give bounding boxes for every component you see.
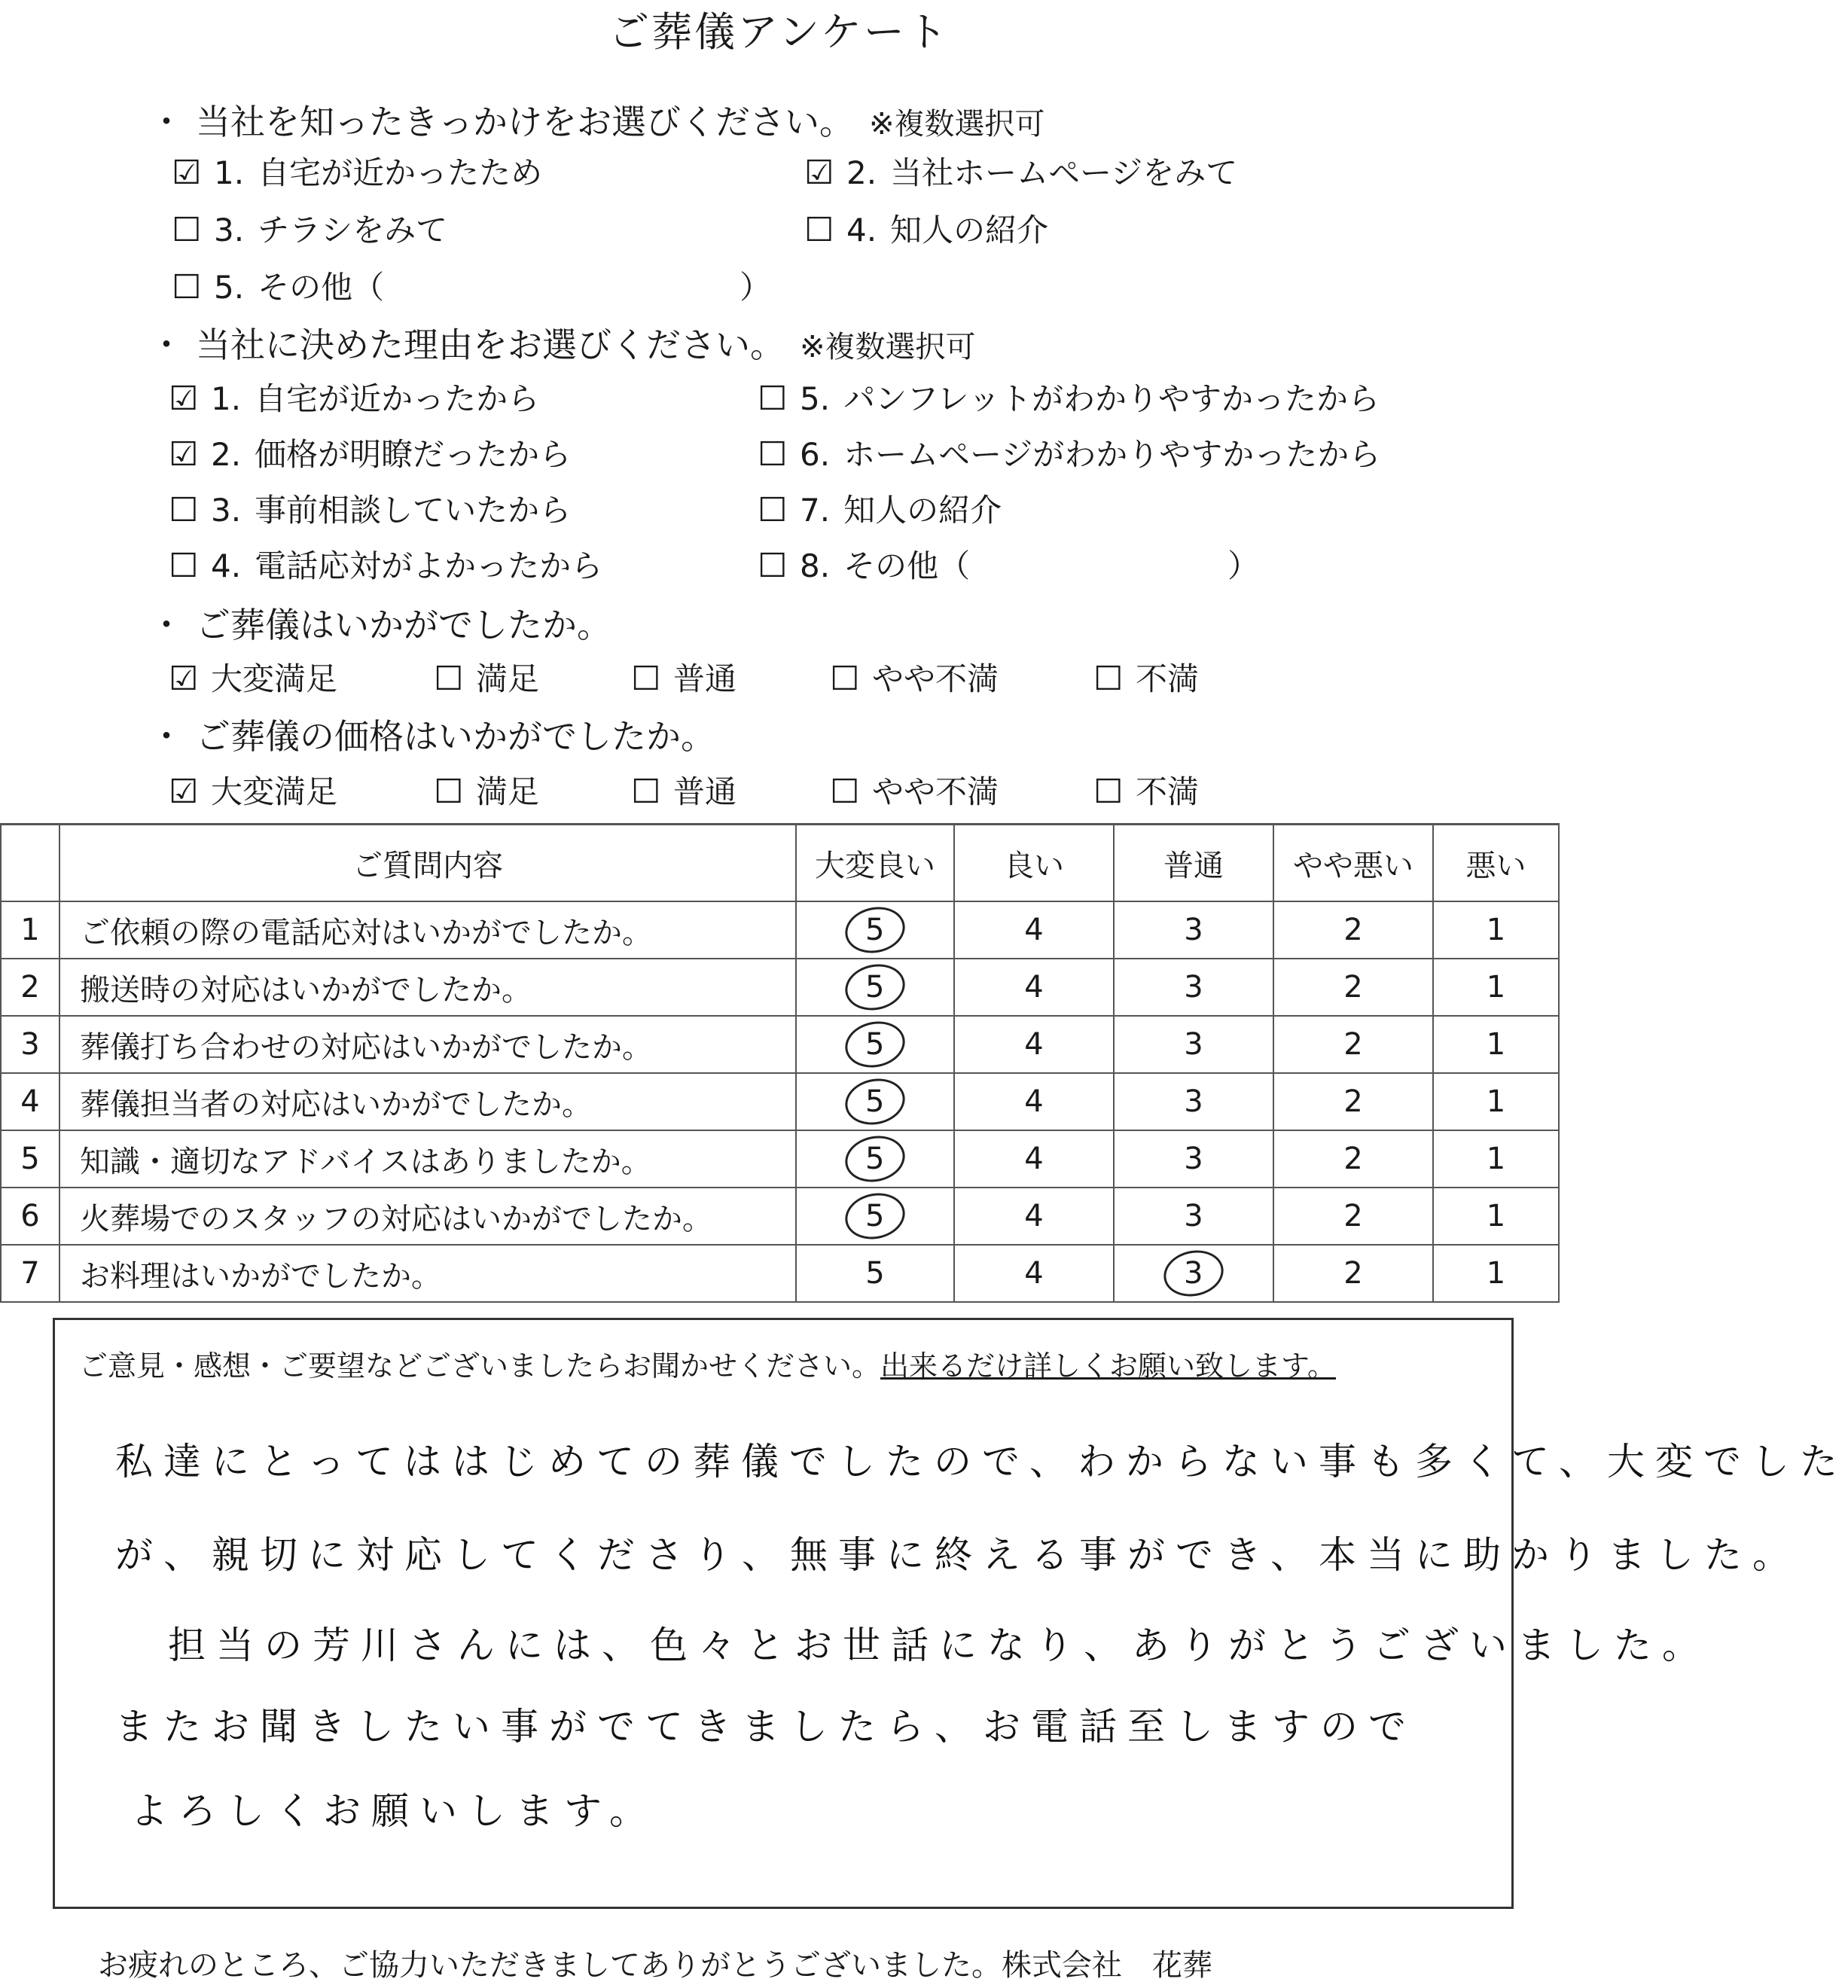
checkbox-checked-icon[interactable]: ☑ (169, 660, 199, 698)
option-label: ホームページがわかりやすかったから (843, 436, 1381, 473)
score-value: 4 (1024, 1142, 1044, 1176)
column-header-number (1, 825, 59, 902)
option-label: その他（ (258, 269, 385, 306)
score-value: 2 (1343, 1142, 1363, 1176)
checkbox-checked-icon[interactable]: ☑ (172, 154, 202, 192)
question-3-text: ご葬儀はいかがでしたか。 (196, 605, 611, 645)
score-option[interactable] (796, 1130, 954, 1188)
score-option[interactable] (1433, 1188, 1559, 1245)
bullet: ・ (149, 716, 184, 757)
score-value: 2 (1343, 970, 1363, 1005)
column-header-slightly-bad: やや悪い (1273, 825, 1433, 902)
q1-option-2[interactable] (804, 151, 1237, 196)
checkbox-icon[interactable]: ☐ (631, 660, 661, 698)
checkbox-icon[interactable]: ☐ (1093, 773, 1124, 811)
score-option[interactable] (954, 959, 1114, 1016)
score-value: 4 (1024, 1256, 1044, 1291)
q4-option-satisfied[interactable] (434, 770, 539, 815)
score-value: 1 (1486, 970, 1506, 1005)
row-number: 4 (1, 1073, 59, 1130)
score-value: 1 (1486, 1256, 1506, 1291)
score-option[interactable] (796, 901, 954, 959)
score-value: 3 (1184, 1084, 1203, 1119)
handwritten-line: が、親切に対応してくださり、無事に終える事ができ、本当に助かりました。 (115, 1533, 1801, 1577)
checkbox-icon[interactable]: ☐ (434, 660, 464, 698)
comment-prompt (79, 1343, 1336, 1384)
option-number: 5. (214, 269, 245, 306)
q2-option-2[interactable] (169, 432, 571, 477)
option-number: 6. (800, 436, 831, 473)
option-number: 3. (211, 492, 242, 529)
option-number: 1. (214, 154, 245, 191)
circled-score-mark (841, 959, 910, 1015)
score-option[interactable] (1433, 1130, 1559, 1188)
q1-option-3[interactable] (172, 208, 447, 253)
score-value: 5 (865, 1084, 885, 1120)
question-text: 葬儀担当者の対応はいかがでしたか。 (59, 1073, 796, 1130)
table-header-row (1, 825, 1559, 902)
question-text: 葬儀打ち合わせの対応はいかがでしたか。 (59, 1016, 796, 1073)
score-value: 5 (865, 1027, 885, 1063)
checkbox-icon[interactable]: ☐ (804, 211, 834, 249)
q1-option-5[interactable] (172, 265, 771, 310)
score-option[interactable] (954, 1245, 1114, 1302)
question-text: 火葬場でのスタッフの対応はいかがでしたか。 (59, 1188, 796, 1245)
handwritten-line: よろしくお願いします。 (130, 1789, 657, 1833)
checkbox-icon[interactable]: ☐ (830, 773, 860, 811)
checkbox-icon[interactable]: ☐ (1093, 660, 1124, 698)
q1-option-4[interactable] (804, 208, 1048, 253)
score-option[interactable] (1114, 1016, 1273, 1073)
checkbox-icon[interactable]: ☐ (758, 491, 788, 529)
q1-option-1[interactable] (172, 151, 542, 196)
score-value: 5 (865, 970, 885, 1005)
option-label: やや不満 (872, 773, 999, 810)
checkbox-icon[interactable]: ☐ (169, 491, 199, 529)
option-label: パンフレットがわかりやすかったから (843, 380, 1380, 417)
column-header-normal: 普通 (1114, 825, 1273, 902)
circled-score-mark (841, 1130, 910, 1187)
score-option[interactable] (1273, 1130, 1433, 1188)
comment-prompt-underlined: 出来るだけ詳しくお願い致します。 (880, 1349, 1336, 1383)
checkbox-checked-icon[interactable]: ☑ (169, 435, 199, 474)
circled-score-mark (841, 1073, 910, 1130)
checkbox-checked-icon[interactable]: ☑ (169, 380, 199, 418)
q2-option-4[interactable] (169, 544, 602, 589)
column-header-very-good: 大変良い (796, 825, 954, 902)
checkbox-icon[interactable]: ☐ (830, 660, 860, 698)
checkbox-icon[interactable]: ☐ (172, 268, 202, 306)
score-option[interactable] (796, 1188, 954, 1245)
option-number: 5. (800, 380, 831, 417)
score-value: 5 (865, 1142, 885, 1177)
option-label: 不満 (1136, 660, 1200, 697)
score-value: 5 (865, 1256, 885, 1291)
option-close-paren: ） (740, 269, 772, 306)
checkbox-icon[interactable]: ☐ (758, 435, 788, 474)
option-label: 大変満足 (211, 773, 338, 810)
q2-option-6[interactable] (758, 432, 1380, 477)
option-label: その他（ (843, 547, 971, 584)
score-option[interactable] (1273, 1188, 1433, 1245)
q4-option-slightly-dissatisfied[interactable] (830, 770, 999, 815)
column-header-question: ご質問内容 (59, 825, 796, 902)
score-value: 4 (1024, 1084, 1044, 1119)
score-value: 3 (1184, 1256, 1203, 1291)
circled-score-mark (841, 901, 910, 958)
option-label: 知人の紹介 (890, 212, 1049, 248)
table-row (1, 901, 1559, 959)
table-row (1, 1130, 1559, 1188)
score-value: 3 (1184, 913, 1203, 947)
score-value: 1 (1486, 913, 1506, 947)
question-2 (149, 321, 976, 371)
q2-option-5[interactable] (758, 377, 1380, 422)
score-option[interactable] (796, 1073, 954, 1130)
option-label: やや不満 (872, 660, 999, 697)
score-value: 3 (1184, 1142, 1203, 1176)
option-number: 4. (211, 547, 242, 584)
column-header-bad: 悪い (1433, 825, 1559, 902)
question-3 (149, 601, 611, 649)
option-number: 3. (214, 212, 245, 248)
score-value: 2 (1343, 1084, 1363, 1119)
row-number: 2 (1, 959, 59, 1016)
score-value: 5 (865, 1199, 885, 1234)
comment-prompt-text: ご意見・感想・ご要望などございましたらお聞かせください。 (79, 1349, 881, 1383)
checkbox-icon[interactable]: ☐ (758, 547, 788, 585)
q4-option-normal[interactable] (631, 770, 736, 815)
option-label: 満足 (476, 773, 540, 810)
q3-option-normal[interactable] (631, 657, 736, 702)
option-label: 事前相談していたから (255, 492, 572, 529)
checkbox-checked-icon[interactable]: ☑ (169, 773, 199, 811)
question-1-text: 当社を知ったきっかけをお選びください。 (196, 102, 854, 142)
score-option[interactable] (1433, 1245, 1559, 1302)
circled-score-mark (841, 1188, 910, 1244)
score-option[interactable] (1273, 1245, 1433, 1302)
checkbox-icon[interactable]: ☐ (169, 547, 199, 585)
checkbox-checked-icon[interactable]: ☑ (804, 154, 834, 192)
question-text: 知識・適切なアドバイスはありましたか。 (59, 1130, 796, 1188)
question-1 (149, 98, 1045, 148)
score-value: 2 (1343, 913, 1363, 947)
handwritten-line: またお聞きしたい事がでてきましたら、お電話至しますので (115, 1705, 1416, 1749)
option-number: 4. (846, 212, 877, 248)
q2-option-3[interactable] (169, 488, 571, 533)
score-value: 2 (1343, 1199, 1363, 1233)
option-number: 7. (800, 492, 831, 529)
score-value: 3 (1184, 1199, 1203, 1233)
score-option[interactable] (1433, 1073, 1559, 1130)
bullet: ・ (149, 325, 184, 365)
score-option[interactable] (796, 959, 954, 1016)
score-value: 1 (1486, 1084, 1506, 1119)
handwritten-line: 私達にとってははじめての葬儀でしたので、わからない事も多くて、大変でした (115, 1440, 1848, 1483)
score-option[interactable] (954, 1073, 1114, 1130)
option-number: 8. (800, 547, 831, 584)
checkbox-icon[interactable]: ☐ (172, 211, 202, 249)
circled-score-mark (1160, 1245, 1228, 1301)
question-text: お料理はいかがでしたか。 (59, 1245, 796, 1302)
option-label: 電話応対がよかったから (255, 547, 603, 584)
score-value: 1 (1486, 1199, 1506, 1233)
score-value: 4 (1024, 1027, 1044, 1062)
q3-option-satisfied[interactable] (434, 657, 539, 702)
score-option[interactable] (954, 901, 1114, 959)
score-option[interactable] (1273, 901, 1433, 959)
q2-option-7[interactable] (758, 488, 1002, 533)
score-option[interactable] (796, 1245, 954, 1302)
q3-option-dissatisfied[interactable] (1093, 657, 1199, 702)
score-value: 4 (1024, 913, 1044, 947)
option-label: 自宅が近かったから (255, 380, 540, 417)
score-option[interactable] (1433, 959, 1559, 1016)
multi-select-note: ※複数選択可 (869, 107, 1045, 142)
option-label: 当社ホームページをみて (890, 154, 1238, 191)
score-value: 1 (1486, 1027, 1506, 1062)
score-option[interactable] (1433, 901, 1559, 959)
option-label: 不満 (1136, 773, 1200, 810)
question-4 (149, 712, 715, 761)
row-number: 3 (1, 1016, 59, 1073)
checkbox-icon[interactable]: ☐ (631, 773, 661, 811)
option-number: 2. (211, 436, 242, 473)
score-option[interactable] (954, 1188, 1114, 1245)
option-label: チラシをみて (258, 212, 448, 248)
score-value: 4 (1024, 1199, 1044, 1233)
score-value: 2 (1343, 1256, 1363, 1291)
q3-option-slightly-dissatisfied[interactable] (830, 657, 999, 702)
option-label: 大変満足 (211, 660, 338, 697)
q2-option-1[interactable] (169, 377, 539, 422)
option-close-paren: ） (1227, 547, 1260, 584)
score-option[interactable] (1114, 901, 1273, 959)
row-number: 5 (1, 1130, 59, 1188)
comment-box[interactable] (53, 1318, 1848, 1909)
table-row (1, 1245, 1559, 1302)
question-text: ご依頼の際の電話応対はいかがでしたか。 (59, 901, 796, 959)
table-row (1, 1188, 1559, 1245)
rating-table (0, 823, 1560, 1303)
score-option[interactable] (1114, 959, 1273, 1016)
bullet: ・ (149, 102, 184, 142)
score-value: 2 (1343, 1027, 1363, 1062)
page-title: ご葬儀アンケート (608, 8, 950, 56)
option-label: 価格が明瞭だったから (255, 436, 572, 473)
row-number: 7 (1, 1245, 59, 1302)
option-number: 1. (211, 380, 242, 417)
score-option[interactable] (954, 1130, 1114, 1188)
score-option[interactable] (1114, 1073, 1273, 1130)
score-option[interactable] (1433, 1016, 1559, 1073)
checkbox-icon[interactable]: ☐ (758, 380, 788, 418)
score-option[interactable] (1114, 1245, 1273, 1302)
option-label: 満足 (476, 660, 540, 697)
option-label: 普通 (673, 773, 737, 810)
option-label: 自宅が近かったため (258, 154, 543, 191)
score-value: 1 (1486, 1142, 1506, 1176)
question-2-text: 当社に決めた理由をお選びください。 (196, 325, 785, 365)
q2-option-8[interactable] (758, 544, 1259, 589)
table-row (1, 1016, 1559, 1073)
footer-thanks: お疲れのところ、ご協力いただきましてありがとうございました。株式会社 花葬 (98, 1948, 1212, 1983)
circled-score-mark (841, 1016, 910, 1072)
column-header-good: 良い (954, 825, 1114, 902)
q3-option-very-satisfied[interactable] (169, 657, 337, 702)
row-number: 1 (1, 901, 59, 959)
q4-option-dissatisfied[interactable] (1093, 770, 1199, 815)
handwritten-line: 担当の芳川さんには、色々とお世話になり、ありがとうございました。 (168, 1624, 1710, 1667)
score-option[interactable] (954, 1016, 1114, 1073)
question-4-text: ご葬儀の価格はいかがでしたか。 (196, 716, 715, 757)
option-label: 知人の紹介 (843, 492, 1002, 529)
option-number: 2. (846, 154, 877, 191)
row-number: 6 (1, 1188, 59, 1245)
checkbox-icon[interactable]: ☐ (434, 773, 464, 811)
score-value: 3 (1184, 1027, 1203, 1062)
bullet: ・ (149, 605, 184, 645)
score-option[interactable] (1273, 959, 1433, 1016)
q4-option-very-satisfied[interactable] (169, 770, 337, 815)
score-value: 5 (865, 913, 885, 948)
score-value: 4 (1024, 970, 1044, 1005)
score-option[interactable] (1273, 1016, 1433, 1073)
score-option[interactable] (1114, 1130, 1273, 1188)
score-option[interactable] (1273, 1073, 1433, 1130)
question-text: 搬送時の対応はいかがでしたか。 (59, 959, 796, 1016)
table-row (1, 1073, 1559, 1130)
score-option[interactable] (796, 1016, 954, 1073)
score-option[interactable] (1114, 1188, 1273, 1245)
table-row (1, 959, 1559, 1016)
multi-select-note: ※複数選択可 (800, 330, 976, 364)
score-value: 3 (1184, 970, 1203, 1005)
option-label: 普通 (673, 660, 737, 697)
